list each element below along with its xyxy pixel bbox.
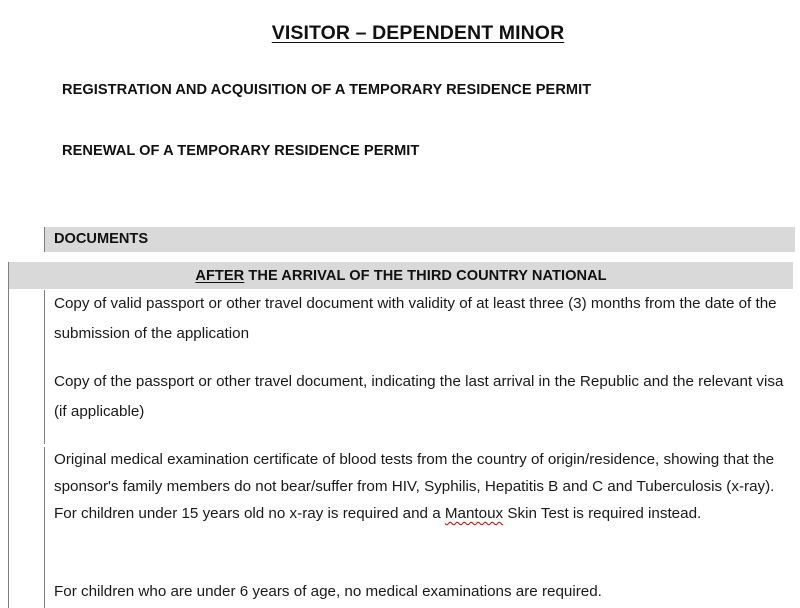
after-arrival-header — [195, 268, 606, 284]
row-border-arrival — [44, 372, 45, 444]
document-title: VISITOR – DEPENDENT MINOR — [271, 22, 565, 44]
row-border-passport — [44, 290, 45, 372]
item-medical-certificate — [54, 446, 784, 527]
item-under-six-note: For children who are under 6 years of age, no medical examinations are required. — [54, 583, 602, 600]
heading-registration: REGISTRATION AND ACQUISITION OF A TEMPORARY RESIDENCE PERMIT — [62, 82, 592, 98]
table-left-border-outer — [8, 262, 9, 608]
item-passport-copy: Copy of valid passport or other travel document with validity of at least three (3) months from the date of the submission of the application — [54, 295, 777, 342]
after-emphasis: AFTER — [195, 268, 245, 284]
documents-header-bar — [44, 227, 795, 252]
medical-text-part1: Original medical examination certificate of blood tests from the country of origin/residence, showing that the sponsor's family members do not bear/suffer from HIV, Syphilis, Hepatitis B and C and Tuberculosis (x-ray). For children under 15 years old no x-ray is required and a — [54, 451, 775, 522]
after-rest: THE ARRIVAL OF THE THIRD COUNTRY NATIONAL — [244, 268, 607, 284]
after-arrival-header-bar — [8, 262, 793, 289]
misspelled-word: Mantoux — [444, 505, 504, 522]
item-arrival-visa: Copy of the passport or other travel document, indicating the last arrival in the Republic and the relevant visa (if applicable) — [54, 373, 784, 420]
medical-text-part2: Skin Test is required instead. — [503, 505, 702, 522]
documents-label: DOCUMENTS — [54, 231, 149, 247]
row-border-medical — [44, 447, 45, 608]
heading-renewal: RENEWAL OF A TEMPORARY RESIDENCE PERMIT — [62, 143, 420, 159]
